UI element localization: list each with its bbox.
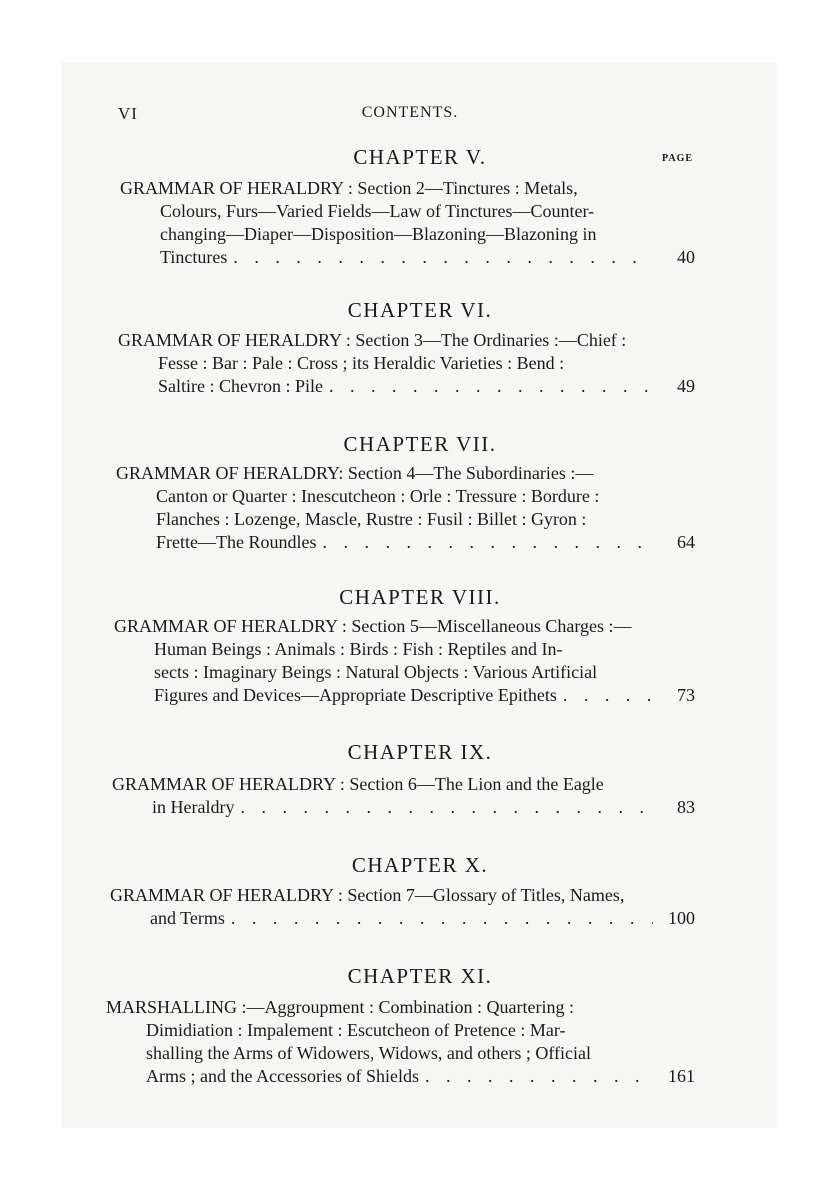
toc-entry[interactable]: [120, 177, 695, 269]
entry-line: GRAMMAR OF HERALDRY : Section 6—The Lion and the Eagle: [112, 774, 604, 794]
page-number: 64: [677, 532, 695, 552]
entry-line: sects : Imaginary Beings : Natural Objects : Various Artificial: [154, 662, 598, 682]
entry-final-line: [106, 1065, 695, 1088]
entry-line: and Terms: [150, 908, 225, 928]
running-title: CONTENTS.: [361, 104, 459, 121]
toc-entry[interactable]: [106, 996, 695, 1088]
toc-entry[interactable]: [118, 329, 695, 398]
entry-line: GRAMMAR OF HERALDRY : Section 7—Glossary of Titles, Names,: [110, 885, 625, 905]
entry-line: GRAMMAR OF HERALDRY : Section 5—Miscellaneous Charges :—: [114, 616, 632, 636]
chapter-heading: CHAPTER V.: [353, 145, 487, 169]
entry-final-line: [110, 907, 695, 930]
entry-line: Arms ; and the Accessories of Shields: [146, 1066, 419, 1086]
dot-leader: [557, 684, 653, 707]
entry-line: Saltire : Chevron : Pile: [158, 376, 323, 396]
entry-line: Flanches : Lozenge, Mascle, Rustre : Fusil : Billet : Gyron :: [156, 509, 587, 529]
dot-leader: [323, 375, 653, 398]
entry-line: Fesse : Bar : Pale : Cross ; its Heraldic Varieties : Bend :: [158, 353, 565, 373]
chapter-heading: CHAPTER IX.: [347, 740, 493, 764]
entry-line: Frette—The Roundles: [156, 532, 317, 552]
entry-line: Figures and Devices—Appropriate Descriptive Epithets: [154, 685, 557, 705]
entry-line: Dimidiation : Impalement : Escutcheon of Pretence : Mar-: [146, 1020, 566, 1040]
page-number: 83: [677, 797, 695, 817]
page-number: 161: [668, 1066, 695, 1086]
entry-final-line: [114, 684, 695, 707]
page-number: 100: [668, 908, 695, 928]
page-number: 73: [677, 685, 695, 705]
entry-line: shalling the Arms of Widowers, Widows, and others ; Official: [146, 1043, 591, 1063]
dot-leader: [419, 1065, 653, 1088]
entry-line: in Heraldry: [152, 797, 235, 817]
page-number: 40: [677, 247, 695, 267]
chapter-heading: CHAPTER VI.: [347, 298, 493, 322]
toc-entry[interactable]: [112, 773, 695, 819]
page-numeral: VI: [118, 104, 138, 123]
chapter-heading: CHAPTER VII.: [343, 432, 497, 456]
chapter-heading: CHAPTER VIII.: [339, 585, 501, 609]
entry-line: GRAMMAR OF HERALDRY : Section 3—The Ordinaries :—Chief :: [118, 330, 627, 350]
entry-line: Colours, Furs—Varied Fields—Law of Tinctures—Counter-: [160, 201, 595, 221]
entry-final-line: [120, 246, 695, 269]
entry-final-line: [116, 531, 695, 554]
dot-leader: [234, 796, 653, 819]
entry-line: MARSHALLING :—Aggroupment : Combination : Quartering :: [106, 997, 574, 1017]
dot-leader: [316, 531, 653, 554]
page-number: 49: [677, 376, 695, 396]
entry-line: Canton or Quarter : Inescutcheon : Orle : Tressure : Bordure :: [156, 486, 600, 506]
toc-entry[interactable]: [110, 884, 695, 930]
dot-leader: [225, 907, 653, 930]
dot-leader: [227, 246, 653, 269]
chapter-heading: CHAPTER X.: [351, 853, 489, 877]
entry-line: GRAMMAR OF HERALDRY: Section 4—The Subordinaries :—: [116, 463, 594, 483]
chapter-heading: CHAPTER XI.: [347, 964, 493, 988]
entry-line: Tinctures: [160, 247, 228, 267]
entry-line: changing—Diaper—Disposition—Blazoning—Blazoning in: [160, 224, 597, 244]
entry-line: GRAMMAR OF HERALDRY : Section 2—Tinctures : Metals,: [120, 178, 578, 198]
entry-final-line: [112, 796, 695, 819]
entry-line: Human Beings : Animals : Birds : Fish : Reptiles and In-: [154, 639, 563, 659]
page-column-label: PAGE: [662, 153, 694, 164]
toc-entry[interactable]: [114, 615, 695, 707]
entry-final-line: [118, 375, 695, 398]
toc-entry[interactable]: [116, 462, 695, 554]
